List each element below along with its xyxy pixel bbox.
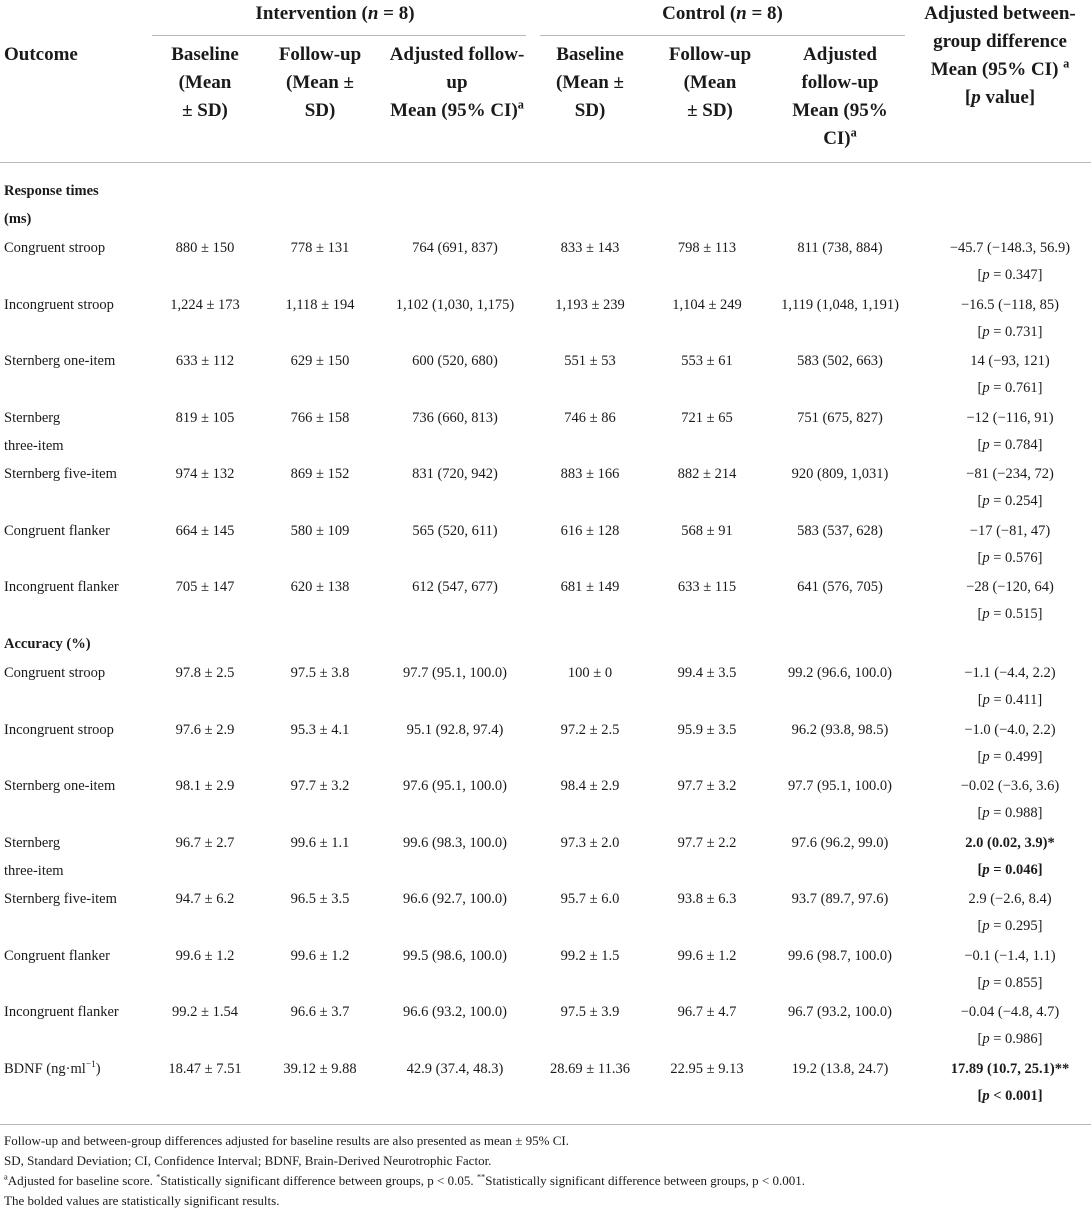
cell-if: 580 ± 109	[290, 522, 350, 539]
cell-diff: −81 (−234, 72)	[966, 466, 1054, 482]
cell-p-value: [p = 0.988]	[977, 805, 1043, 821]
cell-cf: 99.6 ± 1.2	[677, 947, 737, 964]
row-label: BDNF $(ng\cdot ml^{-1})$	[4, 1059, 101, 1077]
control-followup-header: Follow-up (Mean ± SD)	[668, 44, 752, 121]
cell-ib: 633 ± 112	[175, 353, 235, 369]
cell-p-value: [p = 0.499]	[977, 748, 1043, 765]
cell-cb: 883 ± 166	[560, 466, 620, 482]
row-label: Incongruent stroop	[4, 296, 114, 313]
footnote-3: $^a$Adjusted for baseline score. *Statistically significant difference between groups, p < 0.05. **Statistically significant difference between groups, p < 0.001.	[4, 1171, 805, 1188]
cell-cb: 100 ± 0	[567, 665, 613, 681]
cell-diff: −1.1 (−4.4, 2.2)	[964, 665, 1056, 681]
cell-cf: 97.7 ± 3.2	[677, 778, 737, 794]
row-label: Congruent stroop	[4, 665, 106, 681]
cell-ia: 565 (520, 611)	[412, 522, 498, 539]
cell-cf: 22.95 ± 9.13	[670, 1060, 744, 1077]
cell-ca: 96.7 (93.2, 100.0)	[788, 1004, 892, 1020]
cell-ca: 97.7 (95.1, 100.0)	[788, 778, 892, 794]
table-bottom-rule	[0, 1124, 1091, 1125]
cell-ia: 97.7 (95.1, 100.0)	[403, 665, 507, 681]
cell-ia: 1,102 (1,030, 1,175)	[395, 296, 515, 313]
cell-ca: 93.7 (89.7, 97.6)	[791, 891, 889, 907]
cell-p-value: [p = 0.254]	[977, 493, 1043, 509]
cell-cf: 568 ± 91	[681, 522, 733, 539]
intervention-followup-header: Follow-up (Mean ± SD)	[278, 44, 362, 121]
cell-if: 99.6 ± 1.2	[290, 947, 350, 964]
cell-cb: 98.4 ± 2.9	[560, 778, 620, 794]
row-label: Congruent flanker	[4, 947, 110, 964]
row-label: Congruent flanker	[4, 522, 110, 539]
cell-ib: 99.2 ± 1.54	[172, 1004, 238, 1020]
cell-cf: 721 ± 65	[681, 409, 733, 426]
cell-p-value: [p = 0.347]	[977, 267, 1043, 283]
row-label-line1: Sternberg	[4, 834, 61, 851]
cell-diff: 2.0 (0.02, 3.9)*	[965, 834, 1055, 851]
row-label	[4, 404, 64, 460]
cell-ib: 96.7 ± 2.7	[175, 834, 235, 851]
cell-cb: 99.2 ± 1.5	[560, 947, 620, 964]
intervention-group-rule	[152, 35, 526, 36]
cell-p-value: [p = 0.411]	[977, 692, 1043, 708]
cell-cf: 882 ± 214	[677, 466, 737, 482]
cell-ib: 705 ± 147	[175, 579, 235, 595]
cell-cf: 798 ± 113	[677, 240, 737, 256]
cell-p-value: [p = 0.515]	[977, 606, 1043, 622]
cell-cf: 633 ± 115	[677, 579, 737, 595]
cell-diff: −12 (−116, 91)	[966, 409, 1054, 426]
cell-if: 99.6 ± 1.1	[290, 834, 350, 851]
cell-ib: 664 ± 145	[175, 522, 235, 539]
cell-p-value: [p = 0.731]	[977, 323, 1043, 340]
cell-cb: 746 ± 86	[564, 409, 616, 426]
cell-cf: 96.7 ± 4.7	[677, 1004, 737, 1020]
cell-ca: 99.2 (96.6, 100.0)	[788, 665, 892, 681]
row-label: Sternberg five-item	[4, 466, 117, 482]
cell-cb: 95.7 ± 6.0	[560, 891, 620, 907]
cell-ib: 819 ± 105	[175, 409, 235, 426]
cell-if: 1,118 ± 194	[285, 296, 355, 313]
cell-p-value: [p = 0.576]	[977, 549, 1043, 566]
cell-p-value: [p = 0.855]	[977, 974, 1043, 991]
cell-cb: 28.69 ± 11.36	[550, 1060, 630, 1077]
row-label: Congruent stroop	[4, 240, 106, 256]
cell-p-value: [p = 0.761]	[977, 380, 1043, 396]
row-label	[4, 829, 64, 885]
cell-ca: 19.2 (13.8, 24.7)	[791, 1060, 889, 1077]
cell-ib: 99.6 ± 1.2	[175, 947, 235, 964]
cell-if: 869 ± 152	[290, 466, 350, 482]
cell-if: 620 ± 138	[290, 579, 350, 595]
cell-ia: 736 (660, 813)	[412, 409, 498, 426]
cell-ca: 99.6 (98.7, 100.0)	[788, 947, 892, 964]
intervention-baseline-header: Baseline (Mean ± SD)	[171, 44, 239, 121]
row-label-line2: three-item	[4, 437, 64, 454]
cell-if: 629 ± 150	[290, 353, 350, 369]
cell-diff: −17 (−81, 47)	[969, 522, 1051, 539]
cell-ib: 18.47 ± 7.51	[168, 1060, 242, 1077]
cell-p-value: [p = 0.295]	[977, 918, 1043, 934]
footnote-4: The bolded values are statistically significant results.	[4, 1193, 280, 1208]
cell-diff: −28 (−120, 64)	[966, 579, 1054, 595]
cell-ia: 96.6 (93.2, 100.0)	[403, 1004, 507, 1020]
cell-diff: 17.89 (10.7, 25.1)**	[950, 1060, 1070, 1077]
outcome-header: Outcome	[4, 44, 78, 65]
cell-cf: 93.8 ± 6.3	[677, 891, 737, 907]
row-label: Sternberg one-item	[4, 353, 116, 369]
cell-ca: 97.6 (96.2, 99.0)	[791, 834, 889, 851]
cell-p-value: [p = 0.046]	[977, 861, 1043, 878]
cell-ib: 1,224 ± 173	[170, 296, 240, 313]
cell-ia: 764 (691, 837)	[412, 240, 498, 256]
cell-p-value: [p = 0.986]	[977, 1031, 1043, 1047]
cell-ia: 831 (720, 942)	[412, 466, 498, 482]
cell-ib: 97.8 ± 2.5	[175, 665, 235, 681]
cell-ca: 583 (502, 663)	[797, 353, 883, 369]
cell-ca: 641 (576, 705)	[797, 579, 883, 595]
intervention-group-header: Intervention (n = 8)	[255, 3, 415, 24]
cell-diff: −0.04 (−4.8, 4.7)	[960, 1004, 1060, 1020]
row-label: Sternberg five-item	[4, 891, 117, 907]
cell-cb: 97.2 ± 2.5	[560, 721, 620, 738]
cell-diff: −16.5 (−118, 85)	[961, 296, 1059, 313]
control-adjusted-header: Adjusted follow-up Mean (95% CI)$^a$	[792, 44, 888, 149]
intervention-adjusted-header: Adjusted follow- up Mean (95% CI)$^a$	[389, 44, 525, 121]
cell-cb: 833 ± 143	[560, 240, 620, 256]
cell-ia: 612 (547, 677)	[412, 579, 498, 595]
header-bottom-rule	[0, 162, 1091, 163]
cell-ia: 42.9 (37.4, 48.3)	[406, 1060, 504, 1077]
cell-diff: −0.1 (−1.4, 1.1)	[964, 947, 1056, 964]
cell-ca: 811 (738, 884)	[797, 240, 883, 256]
cell-if: 96.6 ± 3.7	[290, 1004, 350, 1020]
adjusted-difference-header: Adjusted between- group difference Mean (95% CI) $^a$ [p value]	[924, 3, 1076, 108]
control-baseline-header: Baseline (Mean ± SD)	[556, 44, 624, 121]
cell-ia: 97.6 (95.1, 100.0)	[403, 778, 507, 794]
cell-cb: 1,193 ± 239	[555, 296, 625, 313]
row-label-line1: Sternberg	[4, 409, 61, 426]
cell-diff: −1.0 (−4.0, 2.2)	[964, 721, 1056, 738]
cell-ia: 96.6 (92.7, 100.0)	[403, 891, 507, 907]
section-response-times: Response times (ms)	[4, 183, 99, 227]
cell-cb: 616 ± 128	[560, 522, 620, 539]
cell-ia: 95.1 (92.8, 97.4)	[406, 721, 504, 738]
cell-ib: 974 ± 132	[175, 466, 235, 482]
control-group-header: Control (n = 8)	[662, 3, 783, 24]
cell-ib: 97.6 ± 2.9	[175, 721, 235, 738]
cell-ia: 99.6 (98.3, 100.0)	[403, 834, 507, 851]
row-label: Incongruent flanker	[4, 1004, 119, 1020]
control-group-rule	[540, 35, 905, 36]
cell-cb: 551 ± 53	[564, 353, 616, 369]
cell-ia: 99.5 (98.6, 100.0)	[403, 947, 507, 964]
cell-cb: 681 ± 149	[560, 579, 620, 595]
cell-cf: 97.7 ± 2.2	[677, 834, 737, 851]
cell-ca: 96.2 (93.8, 98.5)	[791, 721, 889, 738]
cell-if: 39.12 ± 9.88	[283, 1060, 357, 1077]
cell-diff: 14 (−93, 121)	[970, 353, 1050, 369]
row-label-line2: three-item	[4, 862, 64, 879]
cell-diff: −45.7 (−148.3, 56.9)	[949, 240, 1071, 256]
cell-if: 95.3 ± 4.1	[290, 721, 350, 738]
cell-ib: 880 ± 150	[175, 240, 235, 256]
cell-cb: 97.3 ± 2.0	[560, 834, 620, 851]
cell-if: 766 ± 158	[290, 409, 350, 426]
cell-cb: 97.5 ± 3.9	[560, 1004, 620, 1020]
cell-if: 97.5 ± 3.8	[290, 665, 350, 681]
cell-diff: −0.02 (−3.6, 3.6)	[960, 778, 1060, 794]
cell-ib: 98.1 ± 2.9	[175, 778, 235, 794]
cell-if: 97.7 ± 3.2	[290, 778, 350, 794]
row-label: Incongruent flanker	[4, 579, 119, 595]
cell-ia: 600 (520, 680)	[412, 353, 498, 369]
footnote-1: Follow-up and between-group differences adjusted for baseline results are also presented as mean ± 95% CI.	[4, 1133, 569, 1148]
cell-cf: 99.4 ± 3.5	[677, 665, 737, 681]
cell-ib: 94.7 ± 6.2	[175, 891, 235, 907]
cell-ca: 751 (675, 827)	[797, 409, 883, 426]
cell-cf: 553 ± 61	[681, 353, 733, 369]
section-accuracy: Accuracy (%)	[4, 636, 91, 652]
cell-cf: 95.9 ± 3.5	[677, 721, 737, 738]
cell-p-value: [p < 0.001]	[977, 1087, 1043, 1104]
cell-p-value: [p = 0.784]	[977, 436, 1043, 453]
footnote-2: SD, Standard Deviation; CI, Confidence Interval; BDNF, Brain-Derived Neurotrophic Factor.	[4, 1153, 492, 1168]
cell-cf: 1,104 ± 249	[672, 296, 742, 313]
cell-ca: 920 (809, 1,031)	[791, 466, 889, 482]
cell-ca: 1,119 (1,048, 1,191)	[781, 296, 899, 313]
row-label: Incongruent stroop	[4, 721, 114, 738]
cell-diff: 2.9 (−2.6, 8.4)	[968, 891, 1052, 907]
cell-if: 96.5 ± 3.5	[290, 891, 350, 907]
cell-ca: 583 (537, 628)	[797, 522, 883, 539]
row-label: Sternberg one-item	[4, 778, 116, 794]
cell-if: 778 ± 131	[290, 240, 350, 256]
